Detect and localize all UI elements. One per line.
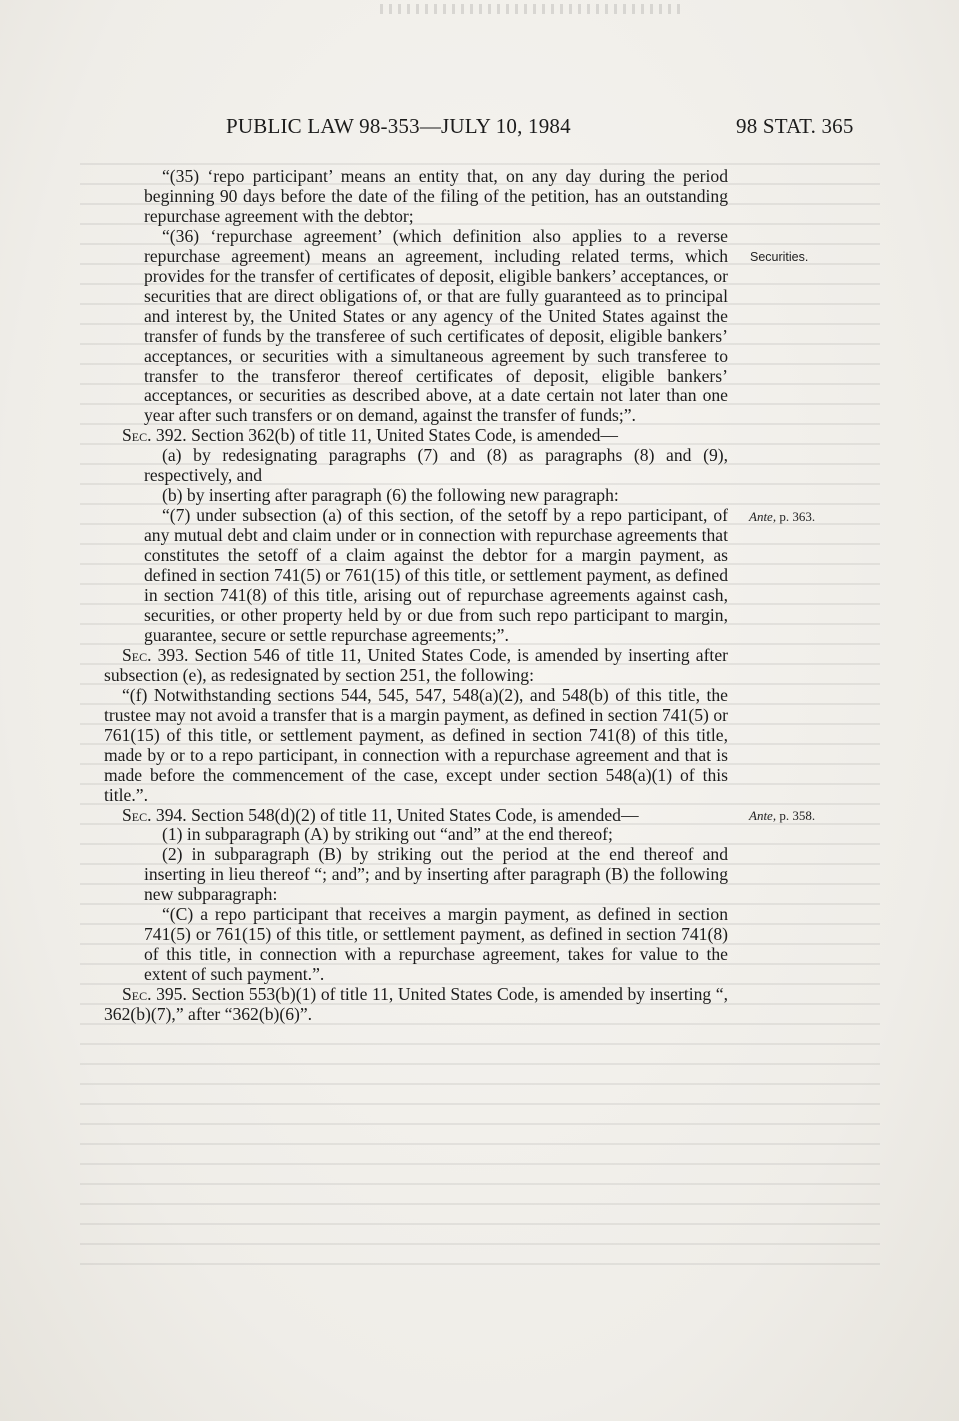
section-395 bbox=[104, 985, 728, 1025]
section-label: Sec. 395. bbox=[122, 984, 187, 1005]
section-label: Sec. 394. bbox=[122, 804, 187, 825]
section-394 bbox=[104, 806, 728, 826]
section-text: Section 553(b)(1) of title 11, United States Code, is amended by inserting “, 362(b)(7),” after “362(b)(6)”. bbox=[104, 984, 728, 1025]
clause-394-1: (1) in subparagraph (A) by striking out “and” at the end thereof; bbox=[162, 824, 613, 845]
header-title: PUBLIC LAW 98-353—JULY 10, 1984 bbox=[226, 114, 571, 138]
clause-394-2: (2) in subparagraph (B) by striking out the period at the end thereof and inserting in lieu thereof “; and”; and by inserting after paragraph (B) the following new subparagraph: bbox=[144, 844, 728, 905]
main-text bbox=[104, 167, 728, 1025]
section-392 bbox=[104, 426, 728, 446]
definition-36: “(36) ‘repurchase agreement’ (which definition also applies to a reverse repurchase agreement) means an agreement, including related terms, which provides for the transfer of certificates of deposit, eligible bankers’ acceptances, or securities that are direct obligations of, or that are fully guaranteed as to principal and interest by, the United States or any agency of the United States against the transfer of funds by the transferee of such certificates of deposit, eligible bankers’ acceptances, or securities with a simultaneous agreement by such transferee to transfer to the transferor thereof certificates of deposit, eligible bankers’ acceptances, or securities as described above, at a date certain not later than one year after such transfers or on demand, against the transfer of funds;”. bbox=[144, 225, 728, 426]
paragraph-7: “(7) under subsection (a) of this section, of the setoff by a repo participant, of any mutual debt and claim under or in connection with repurchase agreements that constitutes the setoff of a claim against the debtor for a margin payment, as defined in section 741(5) or 761(15) of this title, or settlement payment, as defined in section 741(8) of this title, arising out of repurchase agreements against cash, securities, or other property held by or due from such repo participant to margin, guarantee, secure or settle repurchase agreements;”. bbox=[144, 505, 728, 645]
section-text: Section 548(d)(2) of title 11, United States Code, is amended— bbox=[191, 804, 639, 825]
section-393 bbox=[104, 646, 728, 686]
ante-word: Ante, bbox=[749, 808, 777, 823]
subsection-f: “(f) Notwithstanding sections 544, 545, 547, 548(a)(2), and 548(b) of this title, the trustee may not avoid a transfer that is a margin payment, as defined in section 741(5) or 761(15) of this title, or settlement payment, as defined in section 741(8) of this title, made by or to a repo participant, in connection with a repurchase agreement and that is made before the commencement of the case, except under section 548(a)(1) of this title.”. bbox=[104, 684, 728, 805]
section-label: Sec. 393. bbox=[122, 644, 189, 665]
margin-note-ante-358 bbox=[749, 808, 815, 824]
clause-392-a: (a) by redesignating paragraphs (7) and (8) as paragraphs (8) and (9), respectively, and bbox=[144, 445, 728, 486]
definition-35: “(35) ‘repo participant’ means an entity that, on any day during the period beginning 90 days before the date of the filing of the petition, has an outstanding repurchase agreement with the debtor; bbox=[144, 166, 728, 226]
margin-note-securities: Securities. bbox=[750, 250, 809, 264]
clause-392-b: (b) by inserting after paragraph (6) the following new paragraph: bbox=[162, 485, 619, 506]
ante-page: p. 358. bbox=[779, 808, 816, 823]
ante-word: Ante, bbox=[749, 509, 777, 524]
section-label: Sec. 392. bbox=[122, 425, 187, 446]
section-text: Section 546 of title 11, United States Code, is amended by inserting after subsection (e), as redesignated by section 251, the following: bbox=[104, 644, 728, 685]
header-stat-page: 98 STAT. 365 bbox=[736, 114, 854, 138]
section-text: Section 362(b) of title 11, United States Code, is amended— bbox=[191, 425, 619, 446]
subparagraph-c: “(C) a repo participant that receives a margin payment, as defined in section 741(5) or 761(15) of this title, or settlement payment, as defined in section 741(8) of this title, in connection with a repurchase agreement, takes for value to the extent of such payment.”. bbox=[144, 904, 728, 985]
ante-page: p. 363. bbox=[779, 509, 816, 524]
running-header bbox=[0, 114, 959, 142]
scan-artifact bbox=[380, 4, 680, 14]
margin-note-ante-363 bbox=[749, 509, 815, 525]
